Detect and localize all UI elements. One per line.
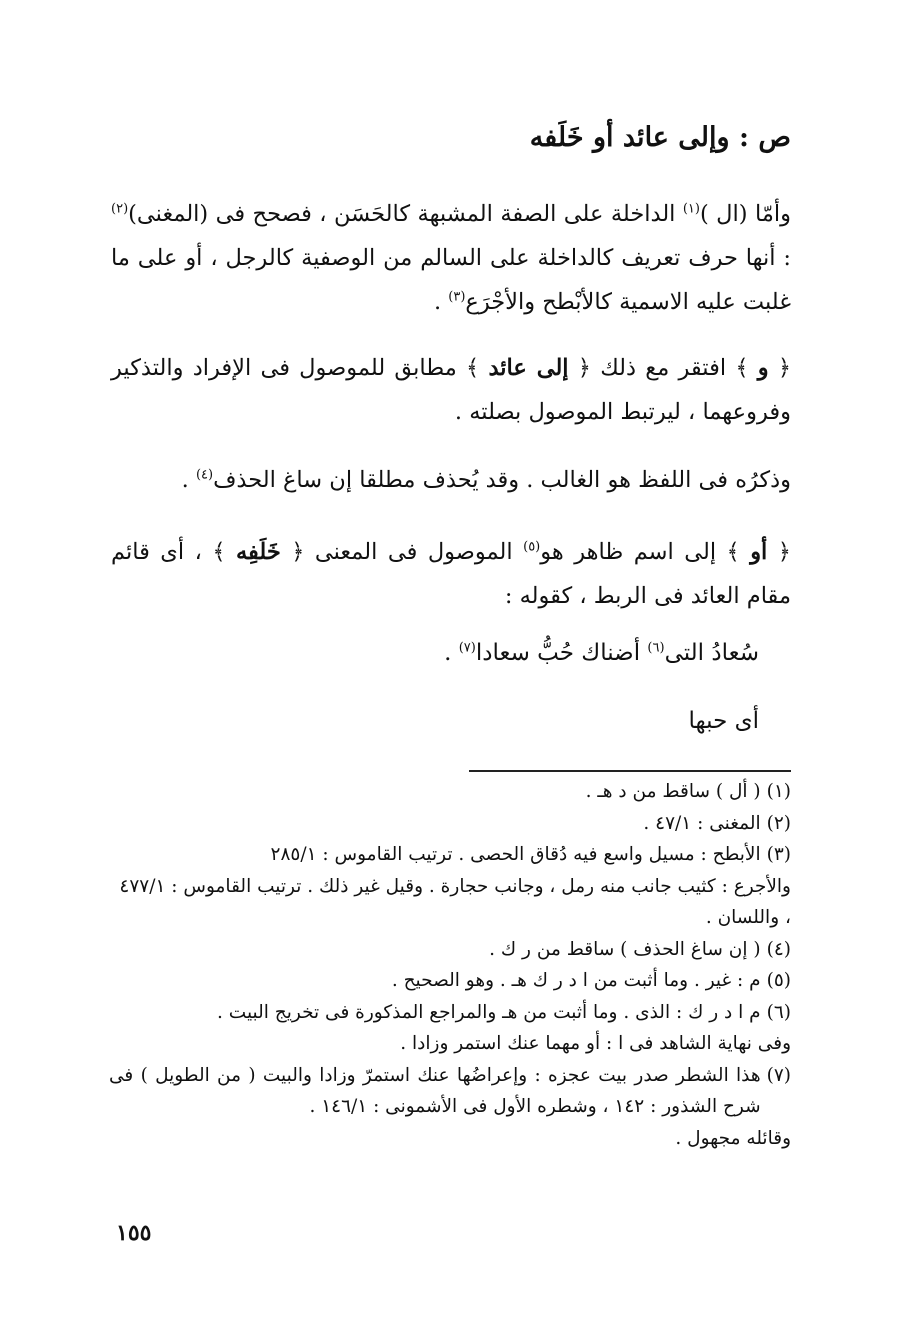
footnote-text: م : غير . وما أثبت من ا د ر ك هـ . وهو الصحيح . bbox=[391, 970, 761, 991]
poetry-verse bbox=[139, 640, 759, 666]
ornate-bracket: ﴾ bbox=[726, 539, 751, 565]
footnote-6 bbox=[109, 997, 791, 1029]
verse-explanation: أى حبها bbox=[688, 708, 759, 734]
ornate-bracket: ﴿ bbox=[280, 539, 305, 565]
footnote-number: (٣) bbox=[766, 844, 791, 865]
footnote-text: ( أل ) ساقط من د هـ . bbox=[585, 781, 761, 802]
footnote-1 bbox=[109, 776, 791, 808]
footnote-divider bbox=[469, 770, 791, 772]
footnote-ref: (٧) bbox=[458, 640, 476, 656]
page-number: ١٥٥ bbox=[116, 1220, 152, 1246]
footnote-number: (٢) bbox=[766, 812, 791, 834]
footnote-number: (١) bbox=[766, 781, 791, 802]
ornate-bracket: ﴿ bbox=[767, 539, 791, 565]
quoted-text-term: أو bbox=[750, 539, 768, 565]
paragraph-text: : أنها حرف تعريف كالداخلة على السالم من الوصفية كالرجل ، أو على ما غلبت عليه الاسمية كالأبْطح والأجْرَع bbox=[111, 245, 791, 315]
footnote-text: الأبطح : مسيل واسع فيه دُقاق الحصى . ترتيب القاموس : ٢٨٥/١ bbox=[270, 844, 761, 865]
paragraph-text: مطابق للموصول فى الإفراد والتذكير وفروعهما ، ليرتبط الموصول بصلته . bbox=[111, 355, 791, 425]
footnote-number: (٥) bbox=[766, 970, 791, 991]
footnote-7 bbox=[109, 1060, 791, 1123]
footnote-continuation: والأجرع : كثيب جانب منه رمل ، وجانب حجارة . وقيل غير ذلك . ترتيب القاموس : ٤٧٧/١ ، واللسان . bbox=[119, 875, 791, 928]
footnote-ref: (٢) bbox=[111, 201, 129, 217]
footnotes bbox=[109, 776, 791, 1154]
footnote-number: (٦) bbox=[766, 1001, 791, 1023]
paragraph-3 bbox=[111, 458, 791, 502]
ornate-bracket: ﴿ bbox=[768, 355, 791, 381]
footnote-ref: (٤) bbox=[195, 467, 214, 483]
footnote-ref: (٣) bbox=[448, 289, 466, 305]
quoted-text-term: خَلَفِه bbox=[235, 539, 281, 565]
footnote-3 bbox=[109, 839, 791, 871]
quoted-text-term: و bbox=[757, 355, 769, 381]
paragraph-text: الداخلة على الصفة المشبهة كالحَسَن ، فصحح فى (المغنى) bbox=[128, 201, 683, 227]
paragraph-1 bbox=[111, 192, 791, 324]
paragraph-4 bbox=[111, 530, 791, 618]
paragraph-text: افتقر مع ذلك bbox=[590, 355, 736, 381]
footnote-text: م ا د ر ك : الذى . وما أثبت من هـ والمراجع المذكورة فى تخريج البيت . bbox=[217, 1001, 761, 1023]
footnote-text: المغنى : ٤٧/١ . bbox=[643, 812, 761, 834]
section-heading: ص : وإلى عائد أو خَلَفه bbox=[529, 122, 791, 153]
footnote-number: (٤) bbox=[766, 938, 791, 960]
paragraph-text: . bbox=[181, 467, 196, 493]
footnote-text: هذا الشطر صدر بيت عجزه : وإعراضُها عنك استمرّ وزادا والبيت ( من الطويل ) فى شرح الشذور : ١٤٢ ، وشطره الأول فى الأشمونى : ١٤٦/١ . bbox=[109, 1064, 761, 1117]
ornate-bracket: ﴿ bbox=[568, 355, 591, 381]
ornate-bracket: ﴾ bbox=[466, 355, 489, 381]
footnote-ref: (١) bbox=[682, 201, 700, 217]
paragraph-text: الموصول فى المعنى bbox=[304, 539, 524, 565]
footnote-ref: (٦) bbox=[647, 640, 665, 656]
ornate-bracket: ﴾ bbox=[212, 539, 236, 565]
footnote-2 bbox=[109, 808, 791, 840]
footnote-4 bbox=[109, 934, 791, 966]
footnote-text: ( إن ساغ الحذف ) ساقط من ر ك . bbox=[489, 938, 761, 960]
ornate-bracket: ﴾ bbox=[735, 355, 758, 381]
footnote-continuation: وفى نهاية الشاهد فى ا : أو مهما عنك استمر وزادا . bbox=[400, 1033, 791, 1054]
paragraph-2 bbox=[111, 346, 791, 434]
footnote-5 bbox=[109, 965, 791, 997]
closing-note: وقائله مجهول . bbox=[675, 1127, 791, 1149]
footnote-ref: (٥) bbox=[523, 539, 541, 555]
quoted-text-term: إلى عائد bbox=[488, 355, 569, 381]
paragraph-text: وأمّا (ال ) bbox=[699, 201, 791, 227]
paragraph-text: . bbox=[433, 289, 449, 315]
paragraph-text: إلى اسم ظاهر هو bbox=[540, 539, 727, 565]
footnote-number: (٧) bbox=[766, 1064, 791, 1086]
paragraph-text: ، أى قائم مقام العائد فى الربط ، كقوله : bbox=[111, 539, 791, 609]
verse-text: أضناك حُبُّ سعادا bbox=[475, 640, 648, 666]
verse-text: سُعادُ التى bbox=[664, 640, 759, 666]
paragraph-text: وذكرُه فى اللفظ هو الغالب . وقد يُحذف مطلقا إن ساغ الحذف bbox=[213, 467, 791, 493]
verse-text: . bbox=[444, 640, 459, 666]
